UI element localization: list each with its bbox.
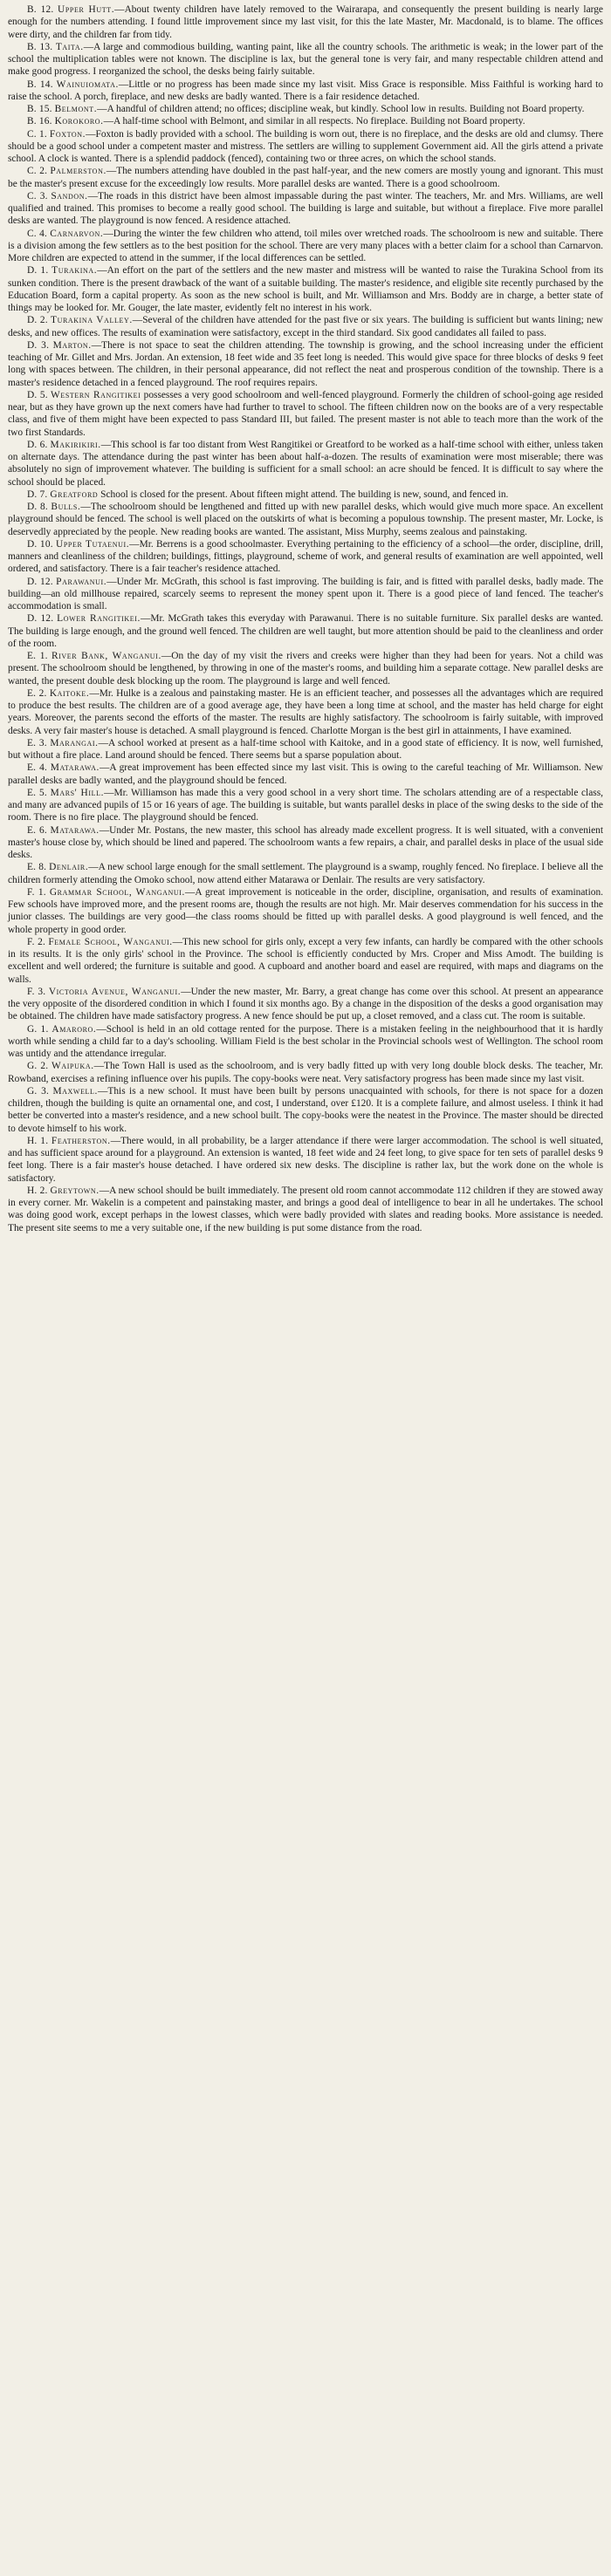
school-code: C. 3. (27, 190, 48, 202)
school-code: D. 12. (27, 613, 54, 625)
school-name: Western Rangitikei (51, 389, 141, 400)
report-paragraph (8, 787, 603, 824)
report-paragraph (8, 1085, 603, 1135)
report-paragraph (8, 824, 603, 862)
report-paragraph (8, 389, 603, 439)
report-text: —The roads in this district have been almost impassable during the past winter. The teachers, Mr. and Mrs. Williams, are well qualified and trained. This promises to become a really good school. The building is large and suitable, but without a fireplace. Five more parallel desks are wanted. The playground is now fenced. A residence attached. (8, 190, 603, 227)
school-name: Wainuiomata. (56, 79, 119, 90)
report-text: School is closed for the present. About fifteen might attend. The building is new, sound, and fenced in. (100, 489, 509, 500)
school-name: Belmont. (54, 104, 98, 114)
report-paragraph (8, 538, 603, 576)
school-name: Mars' Hill. (50, 787, 105, 798)
report-text: —Mr. Berrens is a good schoolmaster. Everything pertaining to the efficiency of a school—the order, discipline, drill, manners and cleanliness of the children; buildings, fittings, playground, scheme of work, and general results of examination are well appointed, well ordered, and satisfactory. There is a fair teacher's residence attached. (8, 538, 603, 575)
report-text: —A half-time school with Belmont, and similar in all respects. No fireplace. Building not Board property. (103, 116, 525, 127)
report-text: —There would, in all probability, be a larger attendance if there were larger accommodation. The school is well situated, and has sufficient space around for a playground. An extension is wanted, 18 feet wide and 24 feet long, to give space for ten sets of parallel desks 9 feet long. There is a fair master's house detached. I have ordered six new desks. The discipline is rather lax, but the work done on the whole is satisfactory. (8, 1135, 603, 1184)
report-paragraph (8, 190, 603, 228)
school-code: D. 1. (27, 265, 49, 277)
report-paragraph (8, 1060, 603, 1085)
report-paragraph (8, 439, 603, 489)
school-name: Marton. (52, 339, 92, 351)
school-name: Carnarvon. (50, 228, 104, 239)
school-code: F. 3. (27, 986, 46, 997)
report-paragraph (8, 861, 603, 886)
report-text: —On the day of my visit the rivers and creeks were higher than they had been for years. Not a child was present. The schoolroom should be lengthened, by throwing in one of the master's rooms, and building him a separate cottage. New parallel desks are wanted, the present double desk blocking up the room. The playground is large and well fenced. (8, 651, 603, 687)
school-code: B. 14. (27, 79, 53, 90)
school-name: Bulls. (51, 502, 81, 512)
report-paragraph (8, 339, 603, 389)
report-paragraph (8, 489, 603, 501)
school-name: Matarawa. (50, 824, 100, 836)
school-code: D. 6. (27, 439, 48, 450)
report-text: —Under the new master, Mr. Barry, a great change has come over this school. At present an appearance the very opposite of the disordered condition in which I found it six months ago. By a change in the disposition of the desks a good organisation may be obtained. The children have made satisfactory progress. A new fence should be put up, a closet removed, and a class cut. The room is suitable. (8, 986, 603, 1022)
school-code: D. 8. (27, 502, 48, 512)
school-name: Marangai. (50, 737, 99, 748)
report-text: —There is not space to seat the children attending. The township is growing, and the school increasing under the efficient teaching of Mr. Gillet and Mrs. Jordan. An extension, 18 feet wide and 35 feet long is needed. This would give space for three blocks of desks 9 feet long with spaces between. The children, in their personal appearance, did not reflect the neat and prosperous condition of the township. There is a master's residence detached in a fenced playground. The roof requires repairs. (8, 339, 603, 388)
school-code: E. 1. (27, 651, 48, 661)
school-name: Kaitoke. (49, 687, 90, 699)
report-text: —Little or no progress has been made since my last visit. Miss Grace is responsible. Miss Faithful is working hard to raise the school. A porch, fireplace, and new desks are badly wanted. There is a fair residence detached. (8, 79, 603, 102)
school-name: Greytown. (50, 1185, 100, 1196)
school-code: H. 2. (27, 1185, 48, 1196)
report-text: —This is a new school. It must have been built by persons unacquainted with schools, for there is not space for a dozen children, though the building is quite an ornamental one, and cost, I understand, over £120. It is a complete failure, and almost useless. I think it had better be converted into a master's residence, and a new school built. The copy-books were the neatest in the Province. The master should be directed to devote himself to his work. (8, 1085, 603, 1134)
school-name: Featherston. (51, 1135, 111, 1146)
school-code: E. 8. (27, 862, 47, 873)
report-paragraph (8, 501, 603, 538)
report-text: —Several of the children have attended for the past five or six years. The building is sufficient but wants lining; new desks, and new offices. The results of examination were satisfactory, except in the third standard. Six good candidates all failed to pass. (8, 315, 603, 338)
school-name: Turakina Valley. (51, 315, 133, 326)
report-paragraph (8, 115, 603, 127)
report-paragraph (8, 165, 603, 190)
report-paragraph (8, 3, 603, 41)
school-name: Foxton. (49, 128, 86, 140)
report-text: —A school worked at present as a half-time school with Kaitoke, and in a good state of efficiency. It is now, well furnished, but without a fire place. Land around should be fenced. There seems but a sparse population about. (8, 737, 603, 761)
report-paragraph (8, 103, 603, 115)
school-code: B. 16. (27, 116, 52, 127)
school-code: C. 1. (27, 128, 47, 140)
school-name: Denlair. (49, 862, 89, 873)
report-paragraph (8, 128, 603, 166)
school-name: Korokoro. (54, 116, 104, 127)
report-text: —A great improvement has been effected since my last visit. This is owing to the careful teaching of Mr. Williamson. New parallel desks are badly wanted, and the playground should be fenced. (8, 762, 603, 786)
report-text: —A new school large enough for the small settlement. The playground is a swamp, roughly fenced. No fireplace. I believe all the children formerly attending the Omoko school, now attend either Matarawa or Denlair. The results are very satisfactory. (8, 862, 603, 885)
school-code: H. 1. (27, 1135, 49, 1146)
school-code: C. 2. (27, 166, 48, 177)
school-name: Parawanui. (56, 576, 107, 587)
school-name: Sandon. (51, 190, 88, 202)
report-paragraph (8, 1023, 603, 1061)
school-name: Makirikiri. (50, 439, 101, 450)
school-code: E. 6. (27, 824, 47, 836)
report-paragraph (8, 576, 603, 613)
report-text: —An effort on the part of the settlers and the new master and mistress will be wanted to raise the Turakina School from its sunken condition. There is the present drawback of the want of a suitable building. The master's residence, and eligible site recently purchased by the Education Board, form a capital property. As soon as the new school is built, and Mr. Williamson and Mrs. Boddy are in charge, a better state of things may be looked for. Mr. Gouger, the late master, evidently felt no interest in his work. (8, 265, 603, 313)
report-paragraph (8, 737, 603, 762)
school-name: Turakina. (51, 265, 98, 277)
school-code: D. 5. (27, 389, 48, 400)
report-text: possesses a very good schoolroom and well-fenced playground. Formerly the children of school-going age resided near, but as they have grown up the next comers have had further to travel to school. The fifteen children now on the books are of a very respectable class, and five of them might have been expected to pass Standard III, but failed. The present master is not able to teach more than the work of the two first Standards. (8, 389, 603, 438)
report-text: —Under Mr. Postans, the new master, this school has already made excellent progress. It is well situated, with a convenient master's house close by, which should be lined and papered. The schoolroom wants a few repairs, a chair, and parallel desks in place of the usual side desks. (8, 824, 603, 860)
report-paragraph (8, 936, 603, 986)
school-name: Maxwell. (52, 1085, 98, 1097)
school-code: F. 2. (27, 936, 46, 947)
school-name: Amaroro. (51, 1023, 97, 1035)
report-text: —Mr. Hulke is a zealous and painstaking master. He is an efficient teacher, and possesses all the advantages which are required to produce the best results. The children are of a good average age, they have been a long time at school, and the master has held charge for eight years. Moreover, the parents second the efforts of the master. The results are highly satisfactory. The schoolroom is fairly suitable, with improved desks. A very fair master's house is detached. A small playground is fenced. Charlotte Morgan is the best girl in attainments, I have examined. (8, 687, 603, 736)
report-text: —A large and commodious building, wanting paint, like all the country schools. The arithmetic is weak; in the lower part of the school the multiplication tables were not known. The discipline is lax, but the general tone is very fair, and many respectable children attend and make good progress. I reorganized the school, the desks being fairly suitable. (8, 41, 603, 78)
report-paragraph (8, 687, 603, 737)
school-code: G. 1. (27, 1023, 49, 1035)
report-paragraph (8, 1185, 603, 1234)
school-name: Female School, Wanganui. (48, 936, 173, 947)
report-text: —Mr. McGrath takes this everyday with Parawanui. There is no suitable furniture. Six parallel desks are wanted. The building is large enough, and the ground well fenced. The children are well taught, but more attention should be paid to the cleanliness and order of the room. (8, 613, 603, 649)
school-code: E. 3. (27, 737, 47, 748)
school-code: B. 15. (27, 104, 52, 114)
report-paragraph (8, 264, 603, 314)
report-text: —The schoolroom should be lengthened and fitted up with new parallel desks, which would give much more space. An excellent playground should be fenced. The school is well placed on the outskirts of what is becoming a populous township. The present master, Mr. Locke, is deservedly appreciated by the people. New reading books are wanted. The assistant, Miss Murphy, seems zealous and painstaking. (8, 502, 603, 537)
report-paragraph (8, 228, 603, 265)
report-paragraph (8, 986, 603, 1023)
school-code: D. 3. (27, 339, 50, 351)
school-name: Waipuka. (51, 1061, 94, 1072)
school-name: Greatford (50, 489, 99, 500)
report-paragraph (8, 612, 603, 650)
report-text: —This school is far too distant from West Rangitikei or Greatford to be worked as a half-time school with either, unless taken on alternate days. The attendance during the past winter has been about half-a-dozen. The results of examination were most miserable; there was absolutely no sign of improvement whatever. The building is sufficient for a small school: an acre should be fenced. It is difficult to say where the school should be placed. (8, 439, 603, 488)
school-code: D. 12. (27, 576, 53, 587)
report-text: —Under Mr. McGrath, this school is fast improving. The building is fair, and is fitted with parallel desks, badly made. The building—an old millhouse repaired, scarcely seems to represent the money spent upon it. There is a good piece of land fenced. The teacher's accommodation is small. (8, 576, 603, 612)
report-paragraph (8, 650, 603, 687)
school-name: Grammar School, Wanganui. (49, 886, 185, 898)
school-code: C. 4. (27, 228, 48, 239)
report-paragraph (8, 762, 603, 787)
report-paragraph (8, 1135, 603, 1185)
report-paragraph (8, 314, 603, 339)
report-text: —Mr. Williamson has made this a very good school in a very short time. The scholars attending are of a respectable class, and many are advanced pupils of 15 or 16 years of age. The building is suitable, but wants parallel desks in place of the swing desks to the side of the room. There is no fire place. The playground should be fenced. (8, 787, 603, 823)
report-text: —School is held in an old cottage rented for the purpose. There is a mistaken feeling in the neighbourhood that it is hardly worth while sending a child far to a day's schooling. William Field is the best scholar in the Provincial schools west of Wellington. The school room was untidy and the attendance irregular. (8, 1023, 603, 1059)
report-text: —This new school for girls only, except a very few infants, can hardly be compared with the other schools in its results. It is the only girls' school in the Province. The school is efficiently conducted by Mrs. Croper and Miss Amodt. The building is excellent and well ordered; the furniture is suitable and good. A cupboard and another board and easel are required, with maps and diagrams on the walls. (8, 936, 603, 985)
school-name: Taita. (55, 41, 84, 52)
report-text: —A handful of children attend; no offices; discipline weak, but kindly. School low in results. Building not Board property. (97, 104, 585, 114)
school-code: D. 2. (27, 315, 48, 326)
school-name: Palmerston. (50, 166, 106, 177)
school-code: B. 12. (27, 4, 54, 15)
report-text: —About twenty children have lately removed to the Wairarapa, and consequently the present building is nearly large enough for the numbers attending. I found little improvement since my last visit, for this the late Master, Mr. Macdonald, is to blame. The offices were dirty, and the children far from tidy. (8, 4, 603, 40)
school-name: Upper Tutaenui. (56, 538, 130, 550)
school-name: Lower Rangitikei. (57, 613, 141, 625)
report-paragraph (8, 886, 603, 936)
school-code: B. 13. (27, 41, 53, 52)
report-text: —A great improvement is noticeable in the order, discipline, organisation, and results of examination. Few schools have improved more, and the present rooms are, though the results are not high. Mr. Mair deserves commendation for his success in the junior classes. The buildings are very good—the class rooms should be fitted up with parallel desks. A good playground is well fenced, and the whole property in good order. (8, 886, 603, 935)
report-text: —Foxton is badly provided with a school. The building is worn out, there is no fireplace, and the desks are old and clumsy. There should be a good school under a competent master and mistress. The settlers are willing to supplement Government aid. All the girls attend a private school. A clock is wanted. There is a splendid paddock (fenced), containing two or three acres, on which the school stands. (8, 128, 603, 164)
school-code: D. 7. (27, 489, 48, 500)
school-code: D. 10. (27, 538, 53, 550)
report-paragraph (8, 41, 603, 79)
report-text: —The Town Hall is used as the schoolroom, and is very badly fitted up with very long double block desks. The teacher, Mr. Rowband, exercises a refining influence over his pupils. The copy-books were neat. Very satisfactory progress has been made since my last visit. (8, 1061, 603, 1084)
school-name: Upper Hutt. (58, 4, 115, 15)
school-code: E. 4. (27, 762, 48, 774)
school-code: E. 2. (27, 687, 47, 699)
school-code: E. 5. (27, 787, 47, 798)
report-text: —A new school should be built immediately. The present old room cannot accommodate 112 children if they are stowed away in every corner. Mr. Wakelin is a competent and painstaking master, and brings a good deal of intelligence to bear in all he undertakes. The school was doing good work, except perhaps in the lowest classes, which were badly provided with slates and reading books. More assistance is needed. The present site seems to me a very suitable one, if the new building is put some distance from the road. (8, 1185, 604, 1233)
school-code: F. 1. (27, 886, 46, 898)
school-name: River Bank, Wanganui. (51, 651, 161, 661)
school-code: G. 2. (27, 1061, 49, 1072)
school-name: Matarawa. (50, 762, 100, 774)
report-paragraph (8, 79, 603, 104)
school-name: Victoria Avenue, Wanganui. (48, 986, 182, 997)
report-text: —During the winter the few children who attend, toil miles over wretched roads. The schoolroom is new and suitable. There is a division among the few settlers as to the best position for the school. There are very many places with a better claim for a school than Carnarvon. More children are expected to attend in the summer, if the local differences can be settled. (8, 228, 603, 263)
school-code: G. 3. (27, 1085, 50, 1097)
report-text: —The numbers attending have doubled in the past half-year, and the new comers are mostly young and ignorant. This must be the master's present excuse for the exceedingly low results. More parallel desks are wanted. There is a good schoolroom. (8, 166, 603, 189)
